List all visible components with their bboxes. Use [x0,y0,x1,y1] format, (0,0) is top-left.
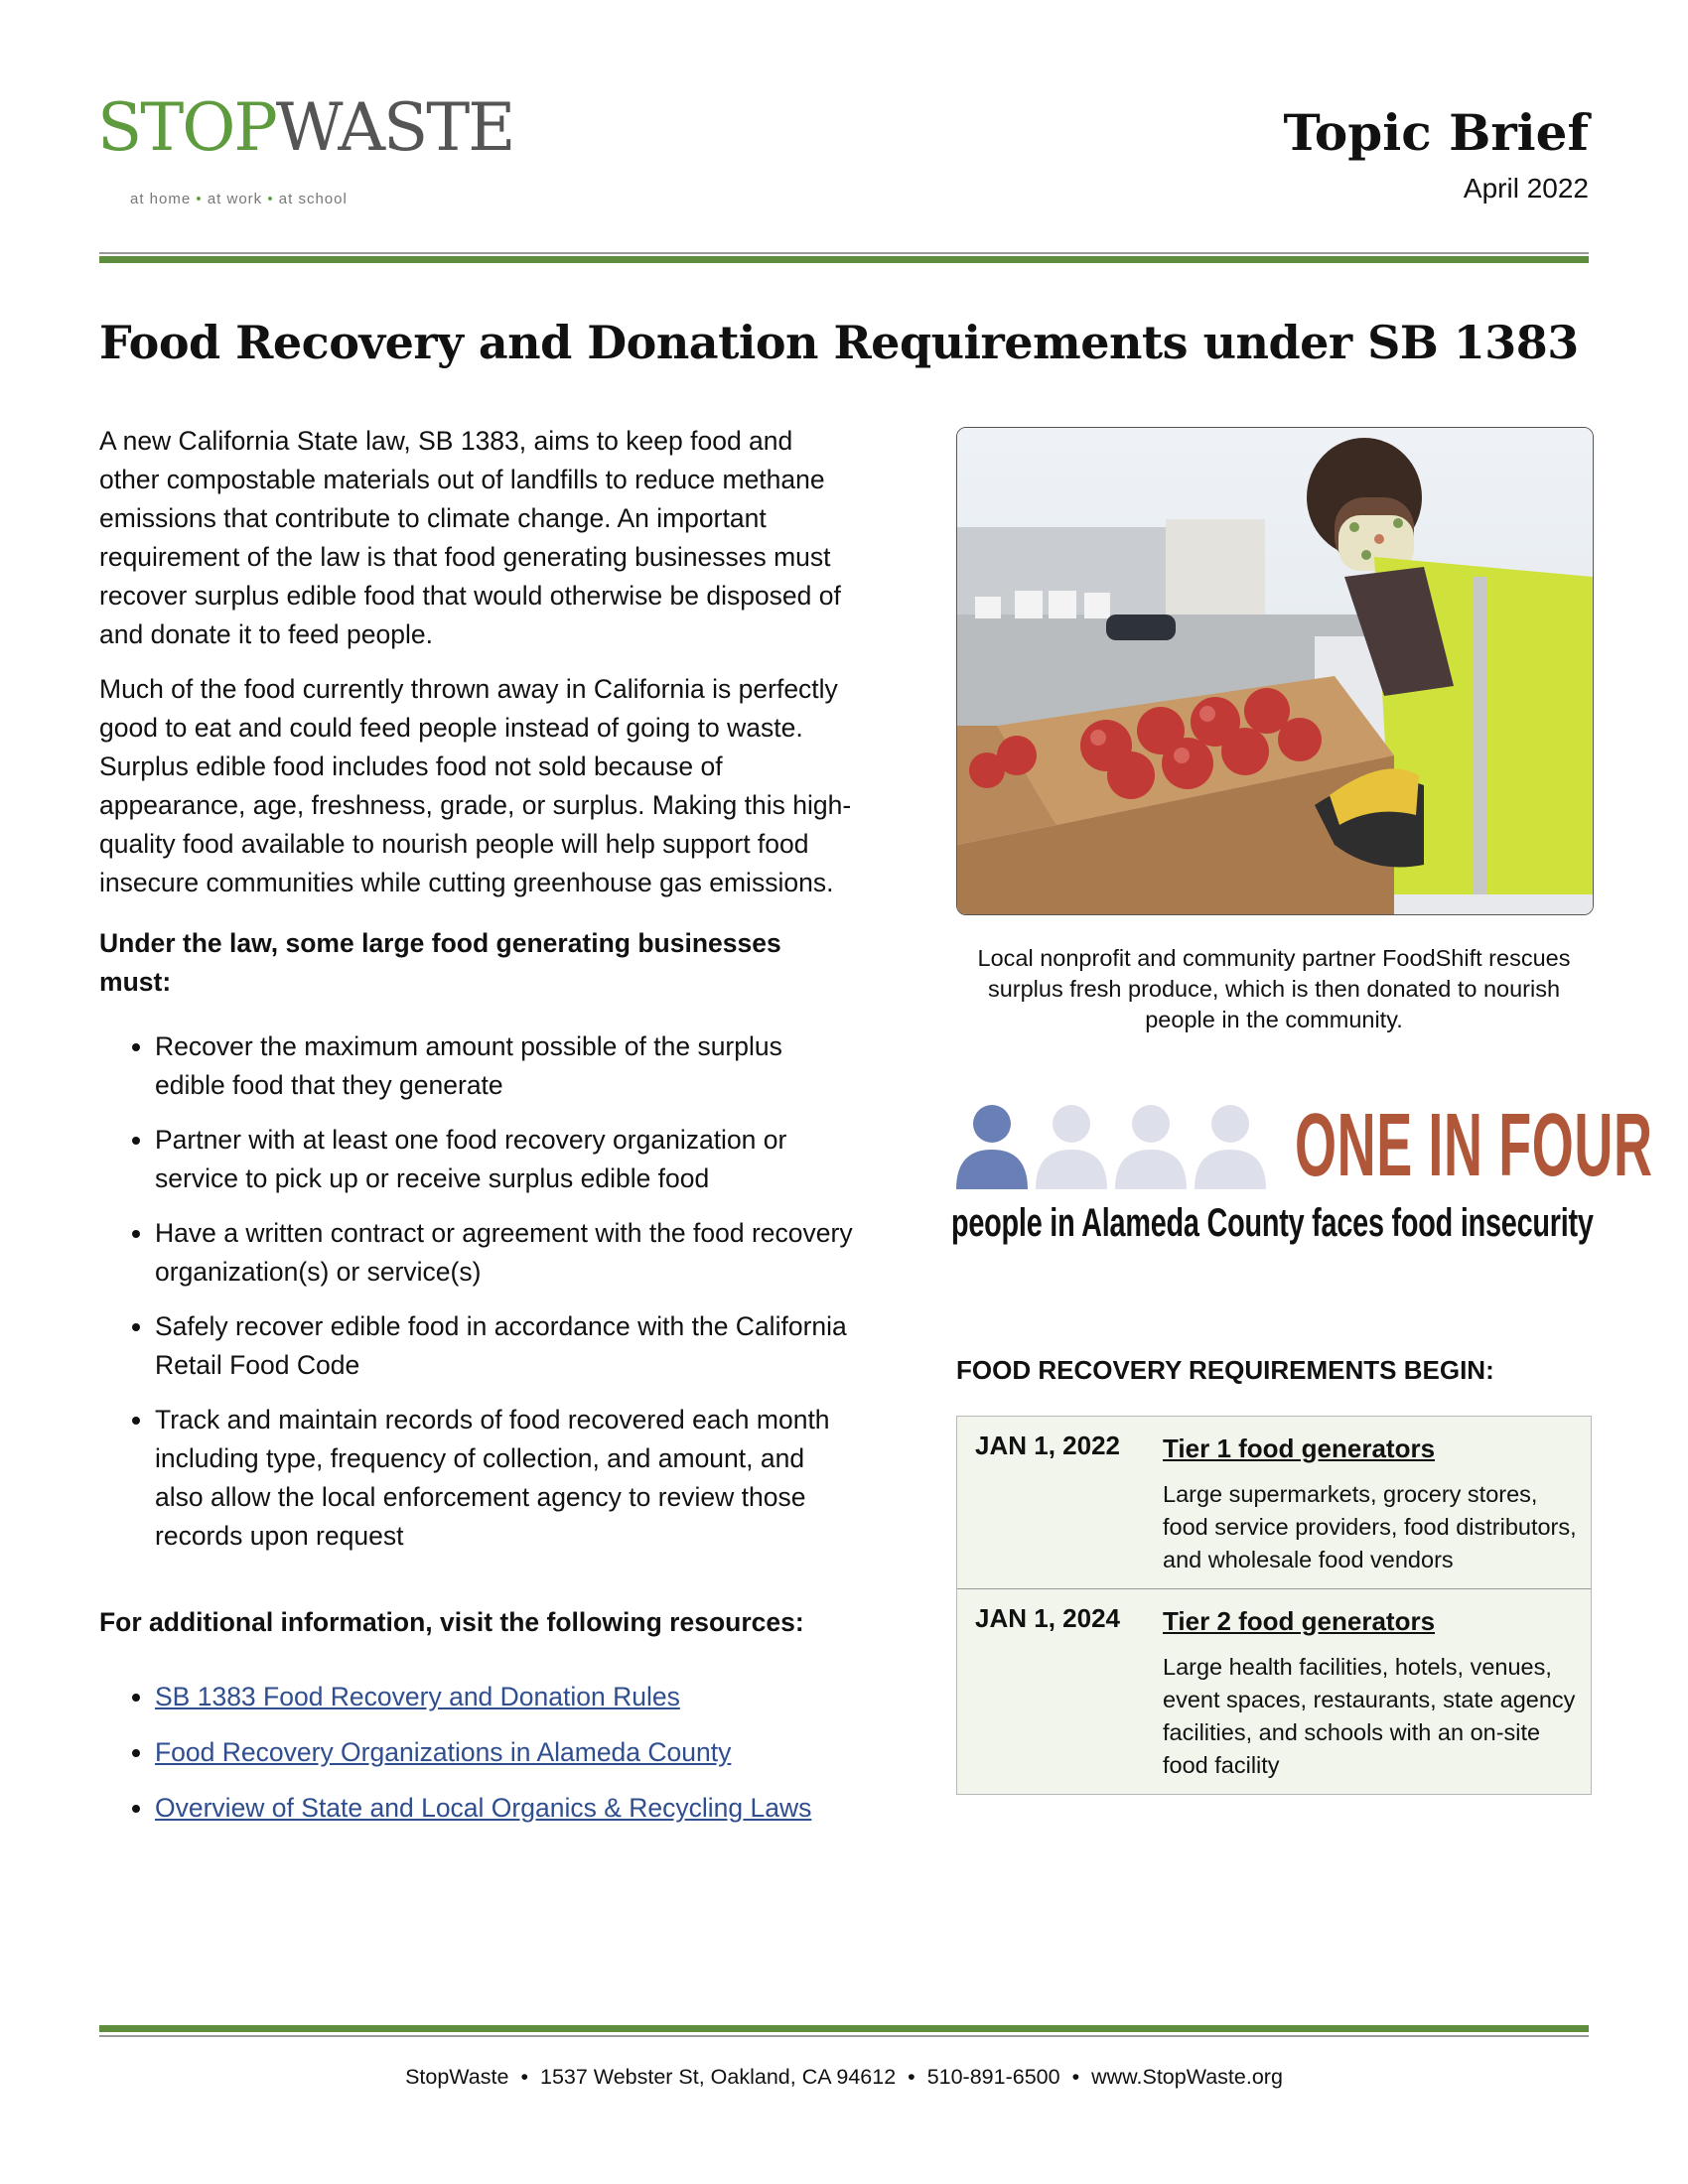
row-description: Large health facilities, hotels, venues, event spaces, restaurants, state agency facilities, and schools with an on-site food facility [1163,1654,1576,1778]
person-icon [1195,1105,1266,1189]
stopwaste-logo: STOPWASTE at home • at work • at school [97,89,514,207]
doc-type-label: Topic Brief [1283,103,1589,162]
link-organics-laws-overview[interactable]: Overview of State and Local Organics & Recycling Laws [155,1793,812,1823]
intro-paragraph: A new California State law, SB 1383, aims to keep food and other compostable materials out of landfills to reduce methane emissions that contribute to climate change. An important requirement of the law is that food generating businesses must recover surplus edible food that would otherwise be disposed of and donate it to feed people. [99,426,841,649]
stat-highlight: ONE IN FOUR [1295,1096,1653,1195]
header-rule-thin [99,252,1589,254]
footer-contact: StopWaste • 1537 Webster St, Oakland, CA 94612 • 510-891-6500 • www.StopWaste.org [405,2065,1283,2089]
row-tier: Tier 1 food generators [1163,1433,1436,1463]
list-item [155,1733,854,1772]
requirements-heading: Under the law, some large food generating businesses must: [99,928,781,997]
list-item: • Track and maintain records of food recovered each month including type, frequency of collection, and amount, and also allow the local enforcement agency to review those records upon request [155,1401,854,1556]
list-item: • Have a written contract or agreement with the food recovery organization(s) or service(s) [155,1214,854,1292]
row-date: JAN 1, 2022 [975,1431,1120,1460]
foodshift-photo [956,427,1594,915]
header-rule-green [99,256,1589,263]
footer-address: 1537 Webster St, Oakland, CA 94612 [539,2065,897,2089]
schedule-heading: FOOD RECOVERY REQUIREMENTS BEGIN: [956,1355,1494,1385]
schedule-table [956,1416,1592,1795]
link-food-recovery-orgs[interactable]: Food Recovery Organizations in Alameda County [155,1737,732,1767]
people-icons [956,1102,1274,1191]
footer-rule-thin [99,2035,1589,2037]
list-item: • Partner with at least one food recovery organization or service to pick up or receive surplus edible food [155,1121,854,1198]
person-icon [1115,1105,1187,1189]
list-item [155,1789,854,1828]
table-row [957,1588,1591,1794]
list-item: • Recover the maximum amount possible of the surplus edible food that they generate [155,1027,854,1105]
resources-list [99,1678,854,1828]
requirements-list [99,1027,854,1556]
stat-description: people in Alameda County faces food insecurity [951,1201,1594,1245]
footer-website: www.StopWaste.org [1091,2065,1283,2089]
page-title: Food Recovery and Donation Requirements under SB 1383 [99,316,1579,369]
footer-rule-green [99,2025,1589,2032]
row-description: Large supermarkets, grocery stores, food service providers, food distributors, and wholesale food vendors [1163,1481,1577,1572]
link-sb1383-rules[interactable]: SB 1383 Food Recovery and Donation Rules [155,1682,680,1711]
list-item [155,1678,854,1716]
produce-worker-illustration [957,428,1593,914]
row-tier: Tier 2 food generators [1163,1606,1436,1636]
footer-phone: 510-891-6500 [926,2065,1060,2089]
person-icon [956,1105,1028,1189]
intro-paragraph: Much of the food currently thrown away in California is perfectly good to eat and could feed people instead of going to waste. Surplus edible food includes food not sold because of appearance, age, freshness, grade, or surplus. Making this high-quality food available to nourish people will help support food insecure communities while cutting greenhouse gas emissions. [99,674,852,897]
row-date: JAN 1, 2024 [975,1603,1120,1633]
table-row [957,1417,1591,1588]
person-icon [1036,1105,1107,1189]
main-text-column [99,422,854,1844]
resources-heading: For additional information, visit the following resources: [99,1607,804,1637]
photo-caption: Local nonprofit and community partner FoodShift rescues surplus fresh produce, which is then donated to nourish people in the community. [977,945,1571,1032]
doc-date: April 2022 [1463,173,1589,204]
footer-org: StopWaste [405,2065,509,2089]
list-item: • Safely recover edible food in accordance with the California Retail Food Code [155,1307,854,1385]
